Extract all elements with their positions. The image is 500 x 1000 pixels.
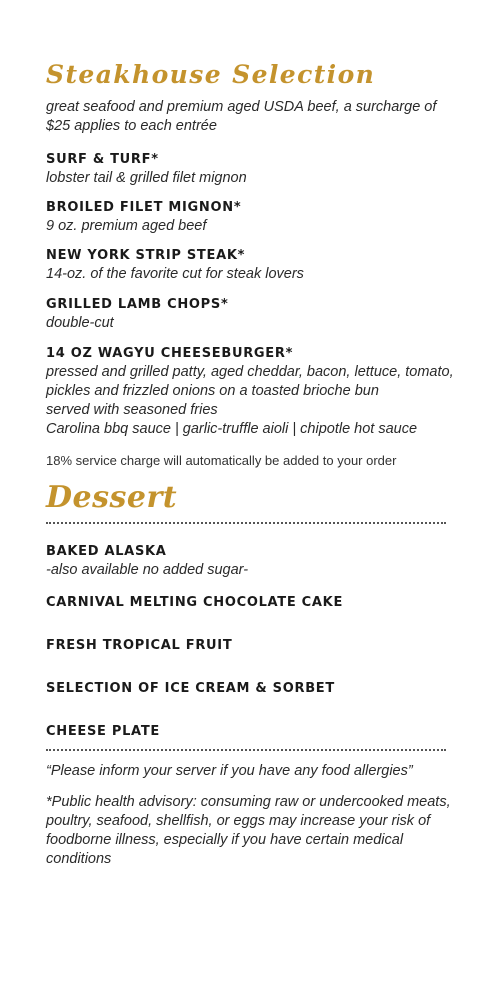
item-name: CARNIVAL MELTING CHOCOLATE CAKE [46,595,344,610]
menu-item-chocolate-cake [46,594,456,612]
item-name: FRESH TROPICAL FRUIT [46,638,233,653]
item-description: -also available no added sugar- [46,562,249,578]
menu-item-ice-cream-sorbet [46,680,456,698]
item-name: BAKED ALASKA [46,544,167,559]
footer-divider [46,749,446,751]
menu-item-surf-and-turf [46,151,456,188]
menu-item-lamb-chops [46,296,456,333]
public-health-advisory: *Public health advisory: consuming raw or undercooked meats, poultry, seafood, shellfish, or eggs may increase your risk of foodborne illness, especially if you have certain medical conditions [46,794,451,867]
menu-item-baked-alaska [46,543,456,580]
item-name: NEW YORK STRIP STEAK* [46,248,246,263]
item-sauce-options: Carolina bbq sauce | garlic-truffle aioli | chipotle hot sauce [46,421,418,437]
item-name: SURF & TURF* [46,152,159,167]
dessert-section-title: Dessert [46,480,178,515]
menu-item-tropical-fruit [46,637,456,655]
item-description-line: pickles and frizzled onions on a toasted brioche bun [46,383,379,399]
item-description: lobster tail & grilled filet mignon [46,170,247,186]
steakhouse-intro: great seafood and premium aged USDA beef, a surcharge of $25 applies to each entrée [46,99,437,134]
menu-item-filet-mignon [46,199,456,236]
item-description: 14-oz. of the favorite cut for steak lovers [46,266,304,282]
item-description-line: served with seasoned fries [46,402,218,418]
item-name: GRILLED LAMB CHOPS* [46,297,229,312]
steakhouse-section-title: Steakhouse Selection [46,60,376,89]
allergy-notice: “Please inform your server if you have any food allergies” [46,763,413,779]
item-description: 9 oz. premium aged beef [46,218,207,234]
item-name: BROILED FILET MIGNON* [46,200,242,215]
item-description: double-cut [46,315,114,331]
service-charge-notice: 18% service charge will automatically be added to your order [46,453,397,468]
item-name: CHEESE PLATE [46,724,160,739]
item-name: SELECTION OF ICE CREAM & SORBET [46,681,335,696]
menu-item-ny-strip [46,247,456,284]
menu-item-cheese-plate [46,723,456,741]
item-description-line: pressed and grilled patty, aged cheddar, bacon, lettuce, tomato, [46,364,454,380]
section-divider [46,522,446,524]
item-name: 14 OZ WAGYU CHEESEBURGER* [46,346,294,361]
menu-item-wagyu-cheeseburger [46,345,456,439]
